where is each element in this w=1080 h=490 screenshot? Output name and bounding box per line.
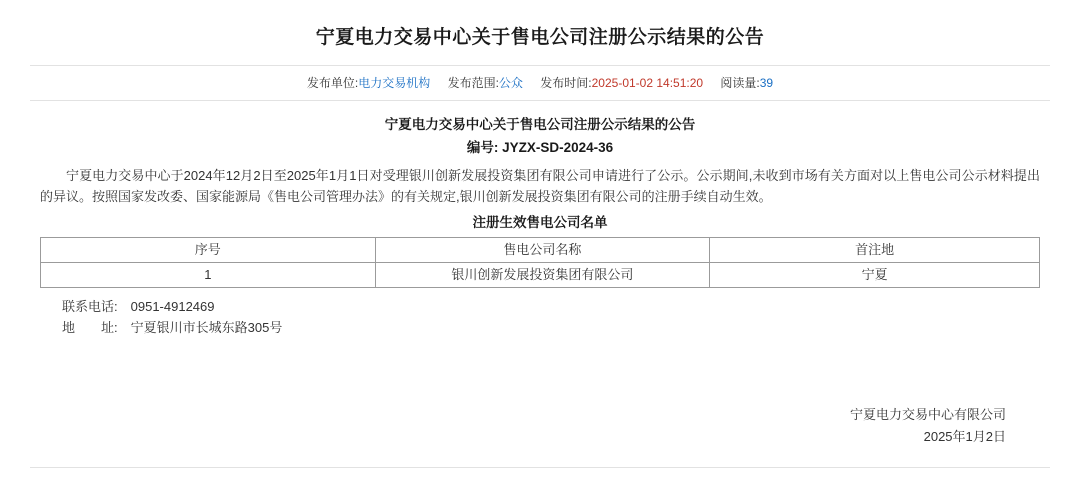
meta-publisher (307, 76, 430, 90)
meta-scope-label: 发布范围: (447, 76, 499, 90)
table-header-company-name: 售电公司名称 (375, 238, 710, 263)
meta-publisher-value[interactable]: 电力交易机构 (358, 76, 431, 90)
meta-time-value: 2025-01-02 14:51:20 (591, 76, 704, 90)
document-paragraph: 宁夏电力交易中心于2024年12月2日至2025年1月1日对受理银川创新发展投资集团有限公司申请进行了公示。公示期间,未收到市场有关方面对以上售电公司公示材料提出的异议。按照国家发改委、国家能源局《售电公司管理办法》的有关规定,银川创新发展投资集团有限公司的注册手续自动生效。 (40, 168, 1040, 204)
table-head (41, 238, 1040, 263)
document-body (40, 101, 1040, 448)
meta-scope-value[interactable]: 公众 (498, 76, 523, 90)
table-header-index: 序号 (41, 238, 376, 263)
contact-address-row (62, 317, 1040, 338)
cell-location: 宁夏 (710, 263, 1040, 288)
cell-company-name: 银川创新发展投资集团有限公司 (375, 263, 710, 288)
meta-views-value: 39 (759, 76, 774, 90)
divider-bottom (30, 467, 1050, 468)
table-row (41, 263, 1040, 288)
table-body (41, 263, 1040, 288)
meta-scope (448, 76, 523, 90)
meta-views (720, 76, 773, 90)
signature-date: 2025年1月2日 (923, 429, 1006, 444)
table-caption: 注册生效售电公司名单 (472, 215, 608, 230)
contact-phone-value: 0951-4912469 (130, 299, 215, 314)
meta-views-label: 阅读量: (720, 76, 760, 90)
contact-block (40, 296, 1040, 338)
contact-address-label: 地 址: (62, 320, 118, 335)
document-number: 编号: JYZX-SD-2024-36 (466, 140, 614, 155)
page-title: 宁夏电力交易中心关于售电公司注册公示结果的公告 (315, 27, 765, 48)
contact-address-value: 宁夏银川市长城东路305号 (130, 320, 283, 335)
table-header-location: 首注地 (710, 238, 1040, 263)
signature-organization: 宁夏电力交易中心有限公司 (849, 407, 1006, 422)
document-sub-title: 宁夏电力交易中心关于售电公司注册公示结果的公告 (384, 117, 696, 132)
cell-index: 1 (41, 263, 376, 288)
contact-phone-row (62, 296, 1040, 317)
meta-time (540, 76, 703, 90)
meta-bar (0, 66, 1080, 100)
registered-companies-table (40, 237, 1040, 288)
contact-phone-label: 联系电话: (62, 299, 118, 314)
table-header-row (41, 238, 1040, 263)
meta-time-label: 发布时间: (540, 76, 592, 90)
meta-publisher-label: 发布单位: (306, 76, 359, 90)
signature-block (40, 404, 1040, 448)
